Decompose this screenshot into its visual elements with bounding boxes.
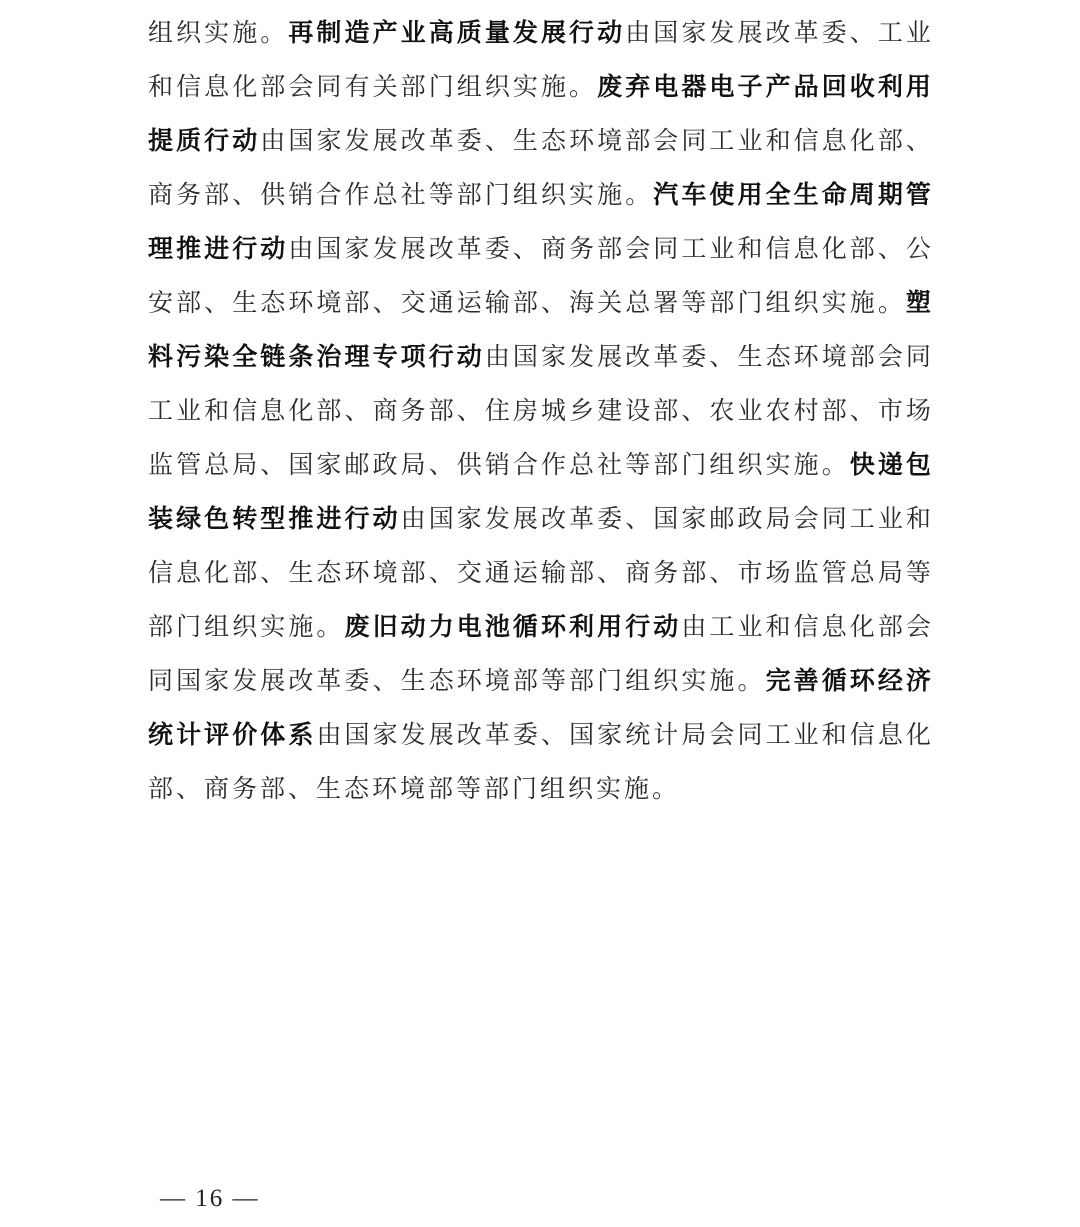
text-segment: 监管总局、国家邮政局、供销合作总社等部门组织实施。 [148,450,850,479]
text-line [148,438,934,492]
bold-heading-segment: 提质行动 [148,126,261,155]
text-segment: 由国家发展改革委、国家统计局会同工业和信息化 [316,720,934,749]
bold-heading-segment: 废旧动力电池循环利用行动 [344,612,682,641]
text-line [148,222,934,276]
text-segment: 工业和信息化部、商务部、住房城乡建设部、农业农村部、市场 [148,396,934,425]
text-line [148,6,934,60]
text-line [148,60,934,114]
text-segment: 由国家发展改革委、生态环境部会同 [484,342,934,371]
page-number: — 16 — [160,1185,260,1212]
bold-heading-segment: 完善循环经济 [765,666,934,695]
text-line [148,492,934,546]
bold-heading-segment: 汽车使用全生命周期管 [653,180,934,209]
text-segment: 部、商务部、生态环境部等部门组织实施。 [148,774,681,803]
text-segment: 安部、生态环境部、交通运输部、海关总署等部门组织实施。 [148,288,906,317]
text-segment: 信息化部、生态环境部、交通运输部、商务部、市场监管总局等 [148,558,934,587]
bold-heading-segment: 快递包 [849,450,934,479]
bold-heading-segment: 统计评价体系 [148,720,317,749]
text-segment: 由国家发展改革委、商务部会同工业和信息化部、公 [288,234,934,263]
text-line [148,168,934,222]
text-segment: 部门组织实施。 [148,612,345,641]
text-segment: 由国家发展改革委、生态环境部会同工业和信息化部、 [260,126,934,155]
text-line [148,762,934,816]
text-segment: 商务部、供销合作总社等部门组织实施。 [148,180,654,209]
bold-heading-segment: 塑 [905,288,934,317]
text-segment: 和信息化部会同有关部门组织实施。 [148,72,598,101]
bold-heading-segment: 理推进行动 [148,234,289,263]
bold-heading-segment: 废弃电器电子产品回收利用 [597,72,934,101]
bold-heading-segment: 再制造产业高质量发展行动 [288,18,626,47]
text-line [148,384,934,438]
text-segment: 组织实施。 [148,18,289,47]
text-segment: 由国家发展改革委、国家邮政局会同工业和 [400,504,934,533]
text-line [148,114,934,168]
text-line [148,330,934,384]
text-line [148,276,934,330]
text-line [148,708,934,762]
text-segment: 由国家发展改革委、工业 [625,18,934,47]
bold-heading-segment: 料污染全链条治理专项行动 [148,342,485,371]
text-segment: 由工业和信息化部会 [681,612,934,641]
text-line [148,546,934,600]
text-segment: 同国家发展改革委、生态环境部等部门组织实施。 [148,666,766,695]
document-body [148,6,934,816]
text-line [148,600,934,654]
bold-heading-segment: 装绿色转型推进行动 [148,504,401,533]
text-line [148,654,934,708]
